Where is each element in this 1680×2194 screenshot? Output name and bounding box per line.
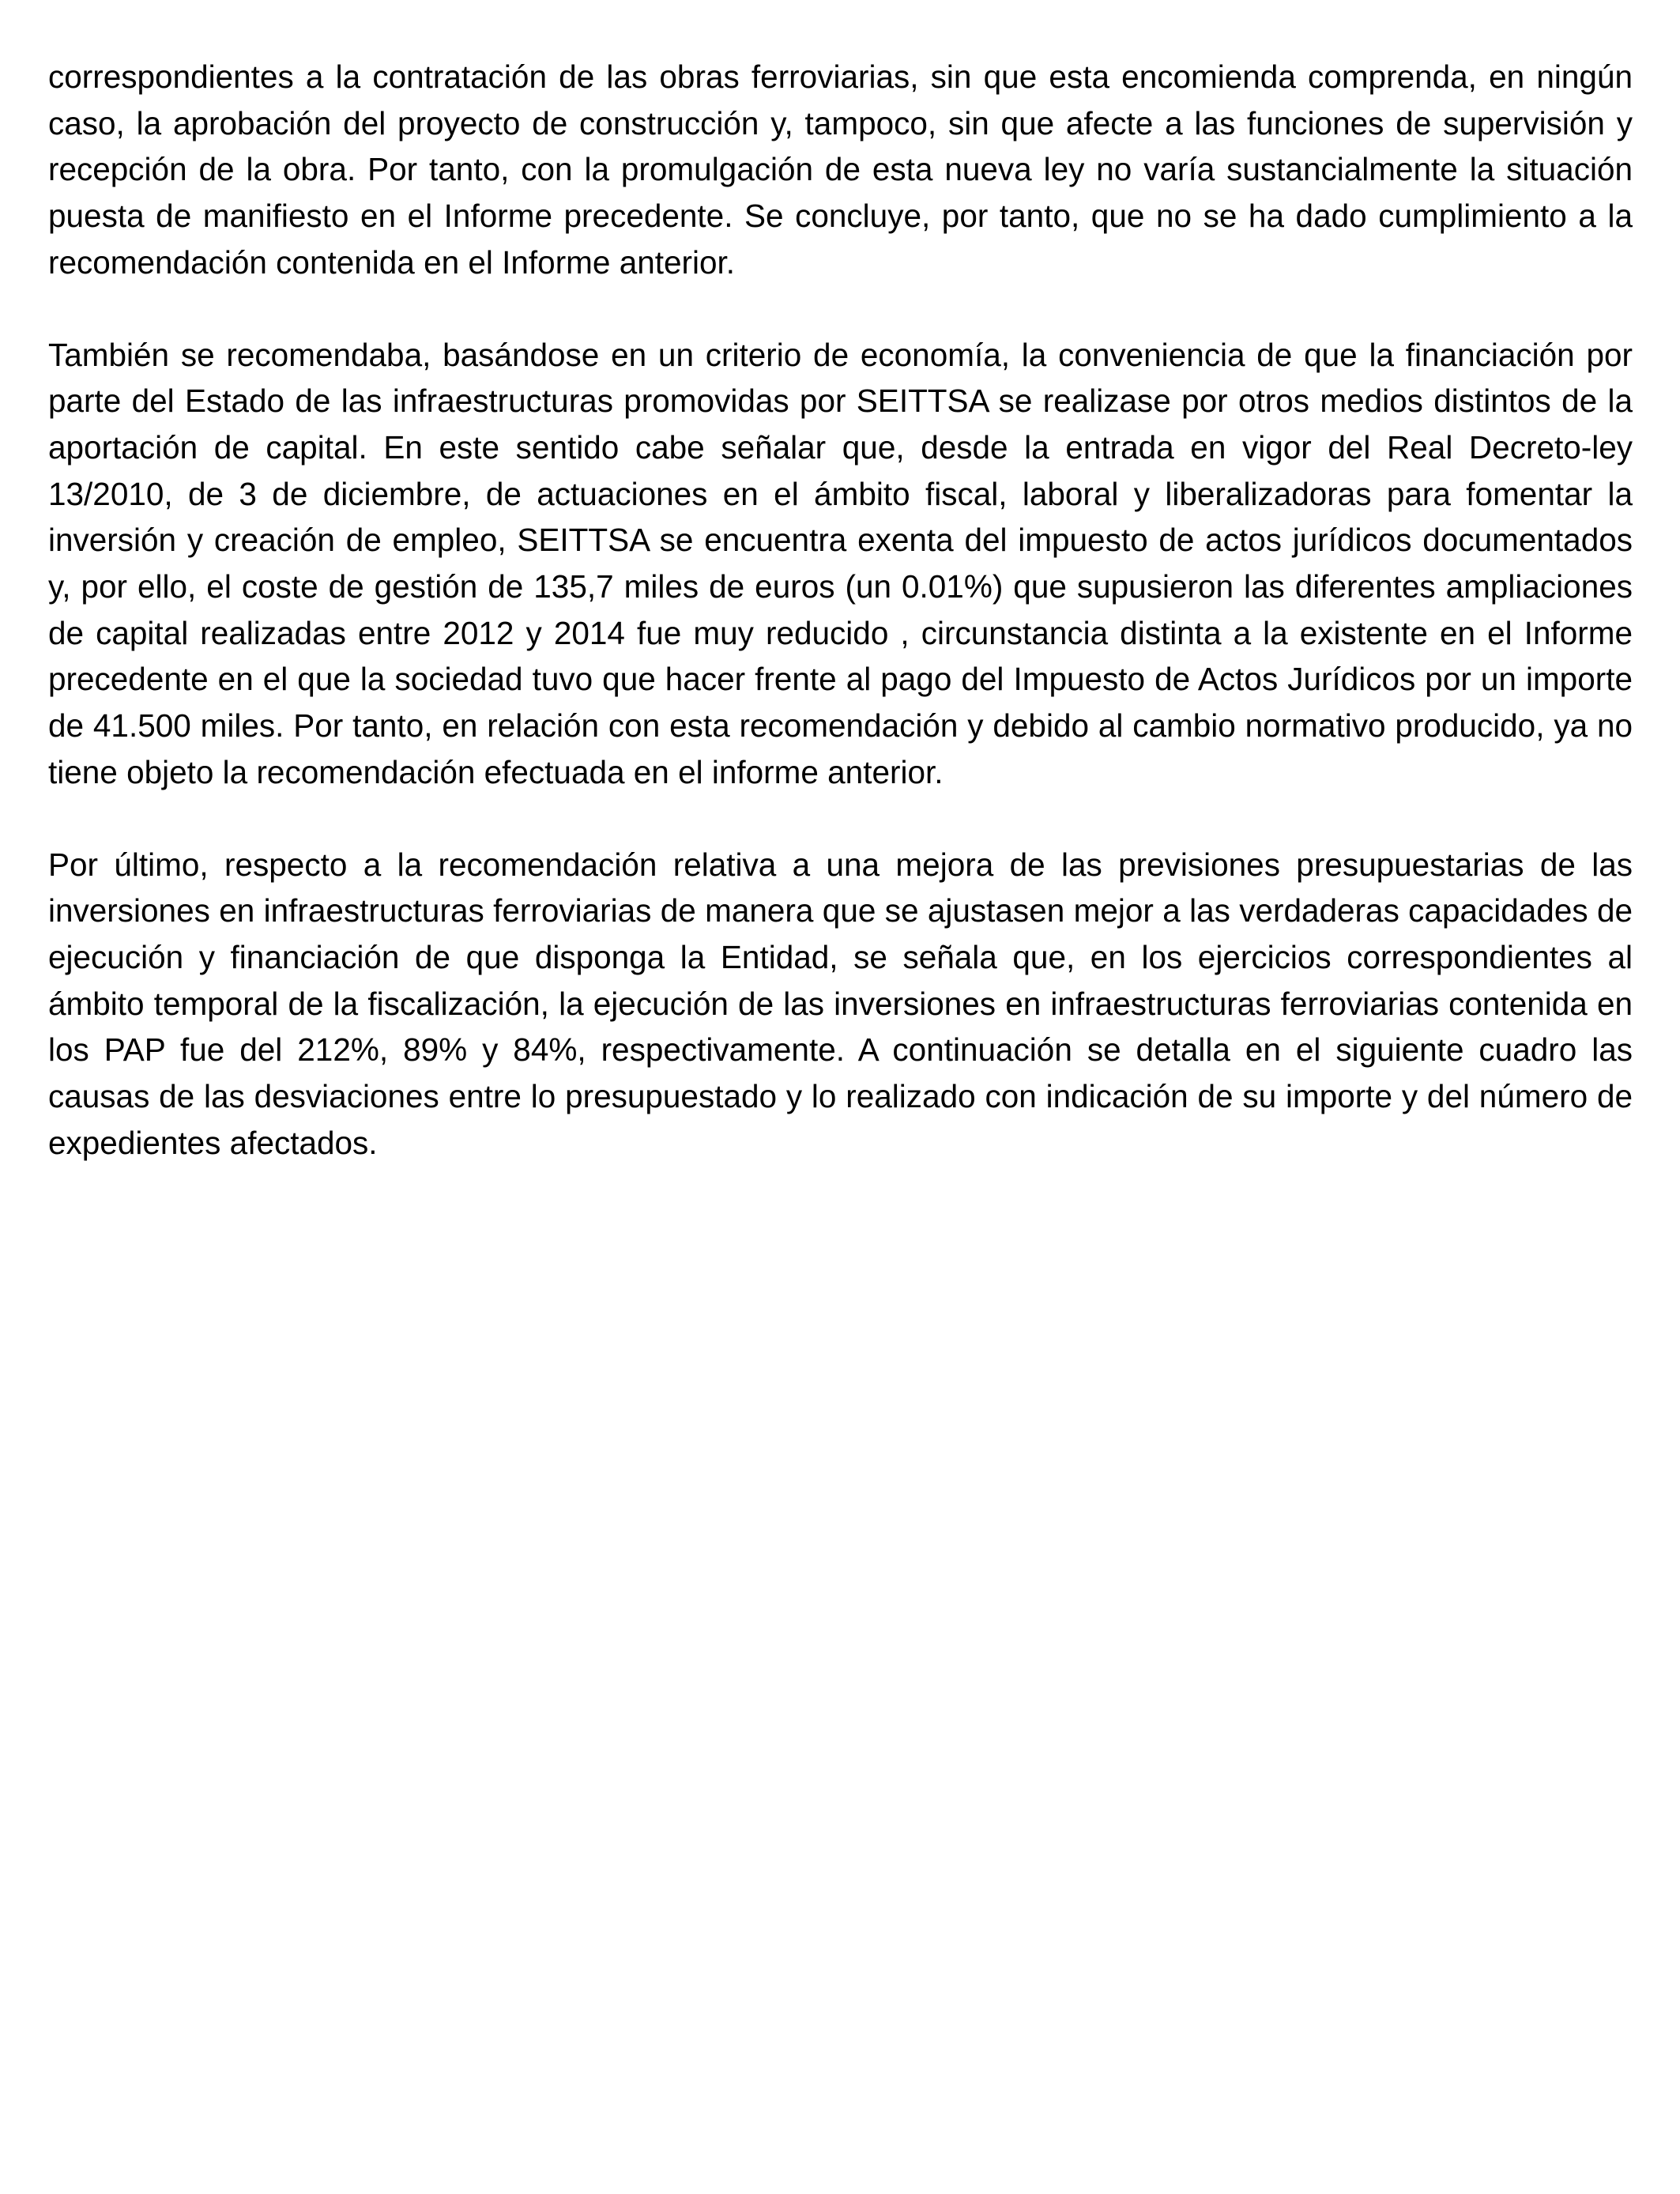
paragraph-contratacion: correspondientes a la contratación de las obras ferroviarias, sin que esta encomienda comprenda, en ningún caso, la aprobación del proyecto de construcción y, tampoco, sin que afecte a las funciones de supervisión y recepción de la obra. Por tanto, con la promulgación de esta nueva ley no varía sustancialmente la situación puesta de manifiesto en el Informe precedente. Se concluye, por tanto, que no se ha dado cumplimiento a la recomendación contenida en el Informe anterior.	[48, 58, 1633, 281]
paragraph-financiacion: También se recomendaba, basándose en un criterio de economía, la conveniencia de que la financiación por parte del Estado de las infraestructuras promovidas por SEITTSA se realizase por otros medios distintos de la aportación de capital. En este sentido cabe señalar que, desde la entrada en vigor del Real Decreto-ley 13/2010, de 3 de diciembre, de actuaciones en el ámbito fiscal, laboral y liberalizadoras para fomentar la inversión y creación de empleo, SEITTSA se encuentra exenta del impuesto de actos jurídicos documentados y, por ello, el coste de gestión de 135,7 miles de euros (un 0.01%) que supusieron las diferentes ampliaciones de capital realizadas entre 2012 y 2014 fue muy reducido , circunstancia distinta a la existente en el Informe precedente en el que la sociedad tuvo que hacer frente al pago del Impuesto de Actos Jurídicos por un importe de 41.500 miles. Por tanto, en relación con esta recomendación y debido al cambio normativo producido, ya no tiene objeto la recomendación efectuada en el informe anterior.	[48, 336, 1633, 790]
paragraph-previsiones: Por último, respecto a la recomendación relativa a una mejora de las previsiones presupuestarias de las inversiones en infraestructuras ferroviarias de manera que se ajustasen mejor a las verdaderas capacidades de ejecución y financiación de que disponga la Entidad, se señala que, en los ejercicios correspondientes al ámbito temporal de la fiscalización, la ejecución de las inversiones en infraestructuras ferroviarias contenida en los PAP fue del 212%, 89% y 84%, respectivamente. A continuación se detalla en el siguiente cuadro las causas de las desviaciones entre lo presupuestado y lo realizado con indicación de su importe y del número de expedientes afectados.	[48, 846, 1633, 1161]
document-body	[48, 54, 1633, 1212]
